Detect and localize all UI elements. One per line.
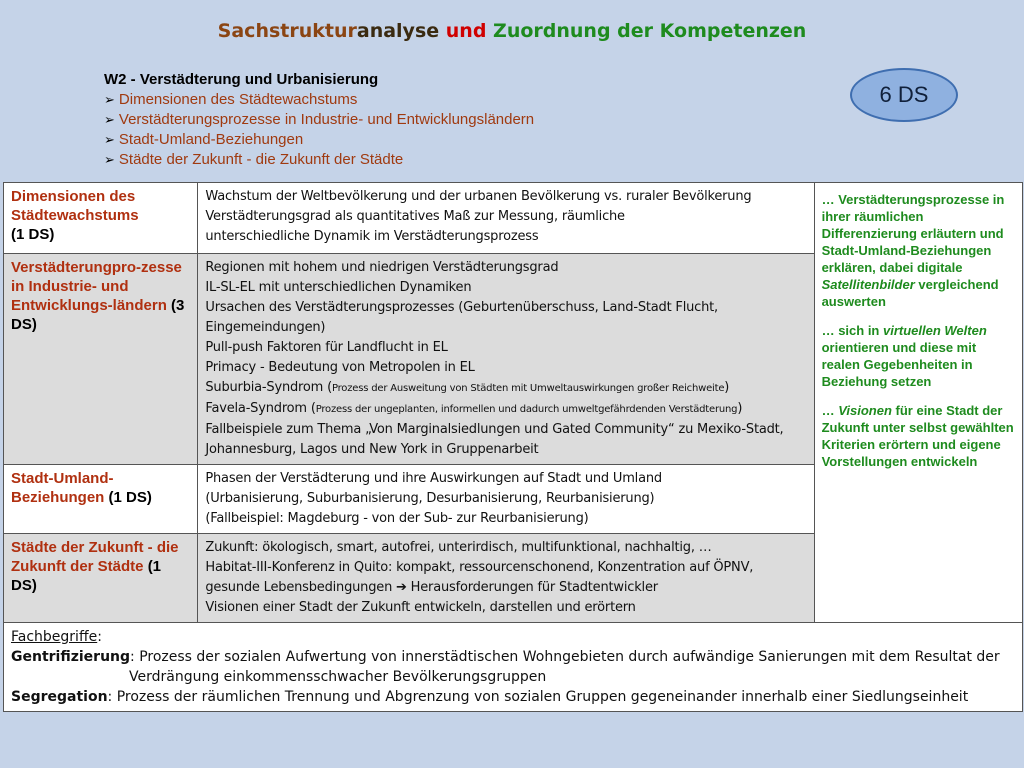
content-cell: Phasen der Verstädterung und ihre Auswirkungen auf Stadt und Umland (Urbanisierung, Suburbanisierung, Desurbanisierung, Reurbanisierung) (Fallbeispiel: Magdeburg - von der Sub- zur Reurbanisierung) bbox=[198, 465, 814, 534]
table-row bbox=[4, 623, 1023, 712]
overview-item: ➢ Verstädterungsprozesse in Industrie- und Entwicklungsländern bbox=[104, 111, 535, 128]
page-title: Sachstrukturanalyse und Zuordnung der Kompetenzen bbox=[217, 20, 807, 42]
content-cell: Regionen mit hohem und niedrigen Verstädterungsgrad IL-SL-EL mit unterschiedlichen Dynamiken Ursachen des Verstädterungsprozesses (Geburtenüberschuss, Land-Stadt Flucht, Eingemeindungen) Pull-push Faktoren für Landflucht in EL Primacy - Bedeutung von Metropolen in EL Suburbia-Syndrom (Prozess der Ausweitung von Städten mit Umweltauswirkungen großer Reichweite) Favela-Syndrom (Prozess der ungeplanten, informellen und dadurch umweltgefährdenden Verstädterung) Fallbeispiele zum Thema „Von Marginalsiedlungen und Gated Community“ zu Mexiko-Stadt, Johannesburg, Lagos und New York in Gruppenarbeit bbox=[198, 254, 814, 465]
competence-item: … Verstädterungsprozesse in ihrer räumlichen Differenzierung erläutern und Stadt-Umland-Beziehungen erklären, dabei digitale Satellitenbilder vergleichend auswerten bbox=[821, 192, 1005, 309]
overview-item: ➢ Dimensionen des Städtewachstums bbox=[104, 91, 358, 108]
arrow-bullet-icon: ➢ bbox=[104, 92, 115, 107]
glossary-term: Segregation bbox=[11, 689, 108, 705]
overview-item: ➢ Städte der Zukunft - die Zukunft der Städte bbox=[104, 151, 404, 168]
arrow-bullet-icon: ➢ bbox=[104, 112, 115, 127]
topic-cell: Verstädterungpro-zesse in Industrie- und Entwicklungs-ländern (3 DS) bbox=[4, 254, 198, 465]
overview-item: ➢ Stadt-Umland-Beziehungen bbox=[104, 131, 304, 148]
glossary-heading: Fachbegriffe bbox=[11, 629, 98, 645]
topic-cell: Städte der Zukunft - die Zukunft der Städte (1 DS) bbox=[4, 534, 198, 623]
topic-cell: Dimensionen des Städtewachstums (1 DS) bbox=[4, 183, 198, 254]
topic-overview bbox=[104, 70, 804, 170]
ds-count-badge: 6 DS bbox=[850, 68, 958, 122]
glossary-term: Gentrifizierung bbox=[11, 649, 131, 665]
table-row bbox=[4, 183, 1023, 254]
competence-item: … sich in virtuellen Welten orientieren und diese mit realen Gegebenheiten in Beziehung setzen bbox=[821, 323, 987, 389]
arrow-bullet-icon: ➢ bbox=[104, 152, 115, 167]
content-cell: Zukunft: ökologisch, smart, autofrei, unterirdisch, multifunktional, nachhaltig, … Habitat-III-Konferenz in Quito: kompakt, ressourcenschonend, Konzentration auf ÖPNV, gesunde Lebensbedingungen ➔ Herausforderungen für Stadtentwickler Visionen einer Stadt der Zukunft entwickeln, darstellen und erörtern bbox=[198, 534, 814, 623]
glossary-cell: Fachbegriffe: Gentrifizierung: Prozess der sozialen Aufwertung von innerstädtischen Wohngebieten durch aufwändige Sanierungen mit dem Resultat der Verdrängung einkommensschwacher Bevölkerungsgruppen Segregation: Prozess der räumlichen Trennung und Abgrenzung von sozialen Gruppen gegeneinander innerhalb einer Siedlungseinheit bbox=[4, 623, 1023, 712]
overview-heading: W2 - Verstädterung und Urbanisierung bbox=[104, 71, 379, 88]
content-cell: Wachstum der Weltbevölkerung und der urbanen Bevölkerung vs. ruraler Bevölkerung Verstädterungsgrad als quantitatives Maß zur Messung, räumliche unterschiedliche Dynamik im Verstädterungsprozess bbox=[198, 183, 814, 254]
content-table bbox=[3, 182, 1023, 712]
competence-item: … Visionen für eine Stadt der Zukunft unter selbst gewählten Kriterien erörtern und eigene Vorstellungen entwickeln bbox=[821, 403, 1014, 469]
arrow-bullet-icon: ➢ bbox=[104, 132, 115, 147]
competences-cell bbox=[814, 183, 1022, 623]
overview-list bbox=[104, 90, 804, 170]
topic-cell: Stadt-Umland-Beziehungen (1 DS) bbox=[4, 465, 198, 534]
arrow-right-icon: ➔ bbox=[396, 580, 407, 595]
